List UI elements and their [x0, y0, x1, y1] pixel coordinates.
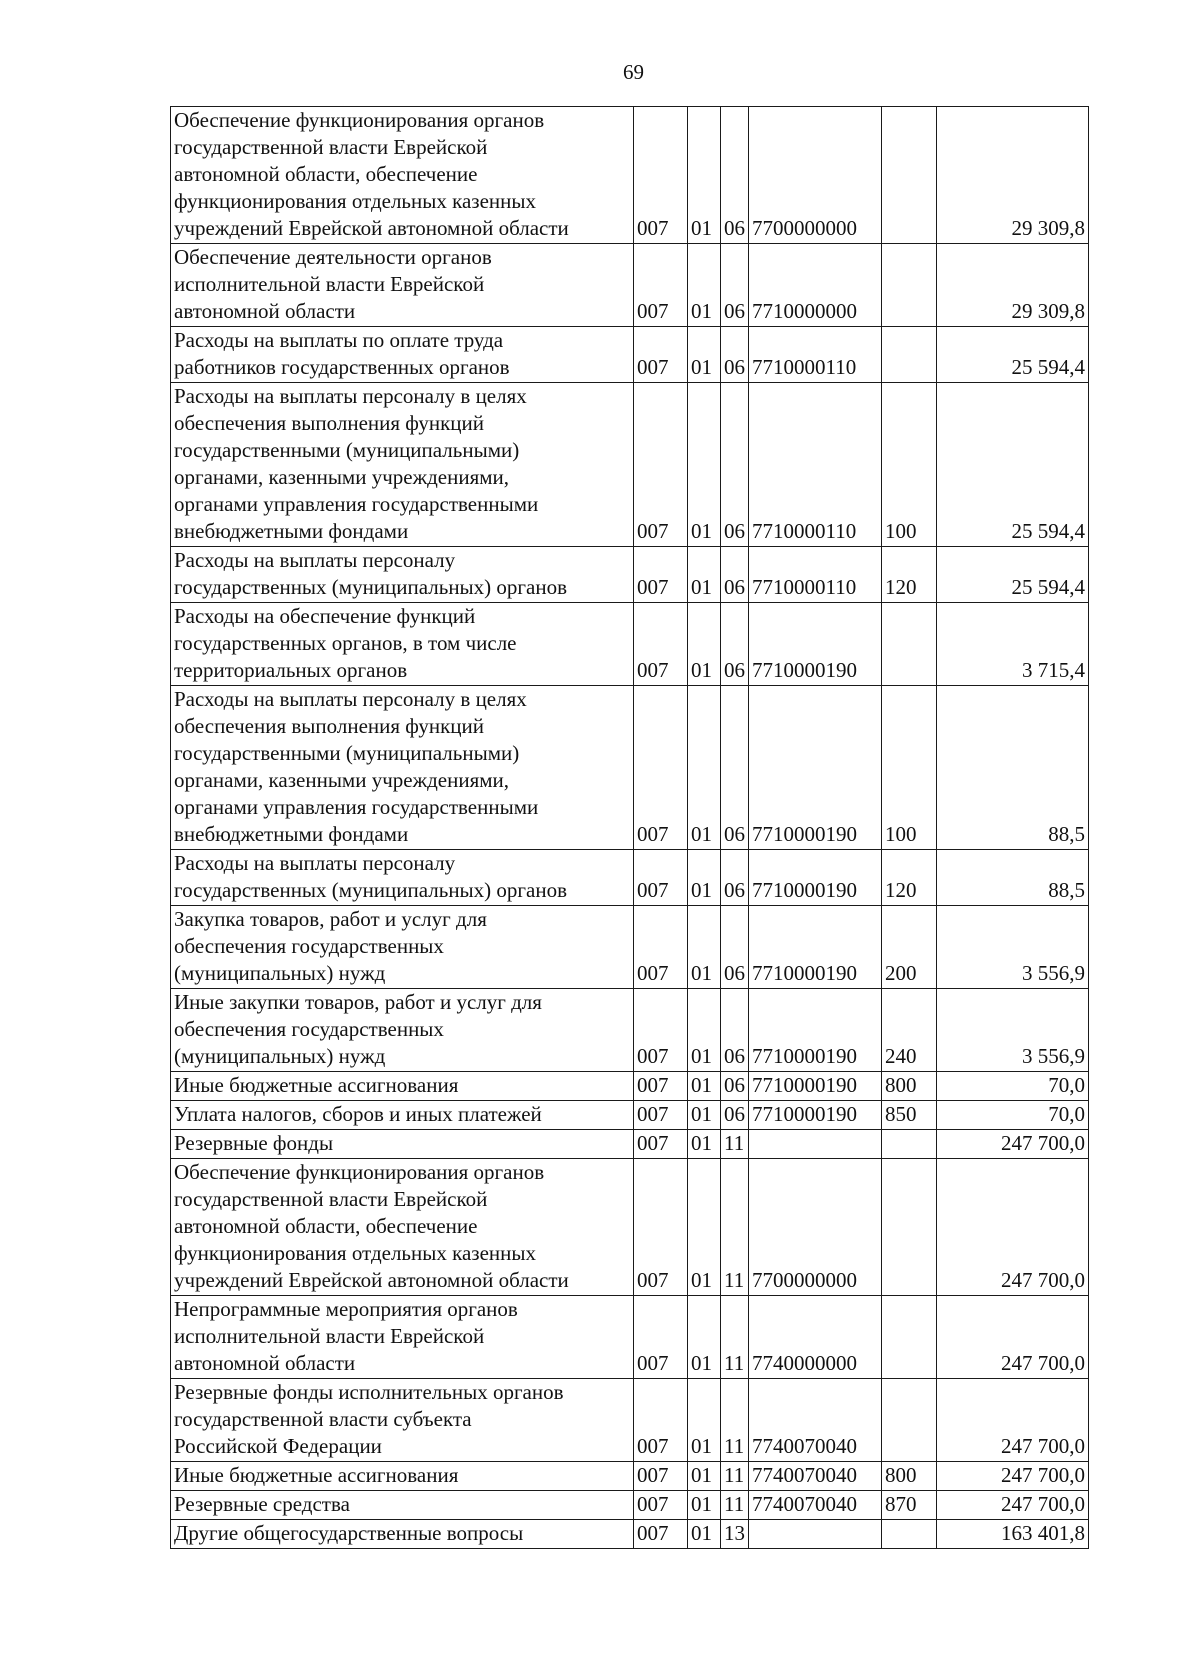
row-expense-type-cell — [882, 1296, 937, 1379]
row-sum-cell: 247 700,0 — [937, 1379, 1089, 1462]
row-target-article-cell: 7710000110 — [749, 383, 882, 547]
row-subsection-cell: 06 — [721, 686, 749, 850]
row-target-article-cell: 7710000190 — [749, 989, 882, 1072]
row-section-cell: 01 — [688, 850, 721, 906]
row-name-text: Уплата налогов, сборов и иных платежей — [174, 1102, 542, 1126]
row-name-text: Иные бюджетные ассигнования — [174, 1463, 459, 1487]
row-name-cell — [171, 1462, 634, 1491]
row-admin-code-cell: 007 — [634, 1462, 688, 1491]
row-name-cell — [171, 1491, 634, 1520]
table-row — [171, 244, 1089, 327]
row-admin-code-cell: 007 — [634, 1520, 688, 1549]
row-name-text: Резервные фонды исполнительных органов государственной власти субъекта Российской Федерации — [174, 1380, 564, 1458]
row-name-cell — [171, 244, 634, 327]
budget-table — [170, 106, 1089, 1549]
row-admin-code-cell: 007 — [634, 244, 688, 327]
row-target-article-cell: 7700000000 — [749, 107, 882, 244]
row-subsection-cell: 06 — [721, 850, 749, 906]
row-subsection-cell: 06 — [721, 244, 749, 327]
table-row — [171, 1159, 1089, 1296]
row-name-text: Расходы на выплаты персоналу в целях обеспечения выполнения функций государственными (муниципальными) органами, казенными учреждениями, органами управления государственными внебюджетными фондами — [174, 384, 539, 543]
row-name-cell — [171, 547, 634, 603]
row-section-cell: 01 — [688, 603, 721, 686]
row-expense-type-cell — [882, 1379, 937, 1462]
row-target-article-cell: 7710000190 — [749, 603, 882, 686]
row-sum-cell: 247 700,0 — [937, 1296, 1089, 1379]
row-section-cell: 01 — [688, 1101, 721, 1130]
row-subsection-cell: 06 — [721, 1101, 749, 1130]
row-sum-cell: 70,0 — [937, 1072, 1089, 1101]
row-admin-code-cell: 007 — [634, 107, 688, 244]
row-name-text: Обеспечение функционирования органов государственной власти Еврейской автономной области, обеспечение функционирования отдельных казенных учреждений Еврейской автономной области — [174, 108, 569, 240]
row-section-cell: 01 — [688, 686, 721, 850]
row-name-cell — [171, 603, 634, 686]
table-row — [171, 1130, 1089, 1159]
row-section-cell: 01 — [688, 327, 721, 383]
row-sum-cell: 25 594,4 — [937, 547, 1089, 603]
row-subsection-cell: 06 — [721, 906, 749, 989]
table-row — [171, 383, 1089, 547]
row-name-cell — [171, 1159, 634, 1296]
row-target-article-cell: 7710000190 — [749, 906, 882, 989]
table-row — [171, 547, 1089, 603]
row-name-text: Расходы на выплаты персоналу в целях обеспечения выполнения функций государственными (муниципальными) органами, казенными учреждениями, органами управления государственными внебюджетными фондами — [174, 687, 539, 846]
row-admin-code-cell: 007 — [634, 1379, 688, 1462]
row-target-article-cell: 7740070040 — [749, 1462, 882, 1491]
row-admin-code-cell: 007 — [634, 1159, 688, 1296]
table-row — [171, 603, 1089, 686]
row-admin-code-cell: 007 — [634, 1296, 688, 1379]
row-subsection-cell: 06 — [721, 107, 749, 244]
row-sum-cell: 3 556,9 — [937, 906, 1089, 989]
row-sum-cell: 88,5 — [937, 686, 1089, 850]
row-expense-type-cell — [882, 1159, 937, 1296]
row-expense-type-cell — [882, 603, 937, 686]
row-subsection-cell: 11 — [721, 1296, 749, 1379]
row-name-cell — [171, 1296, 634, 1379]
row-target-article-cell: 7710000190 — [749, 1072, 882, 1101]
row-section-cell: 01 — [688, 1491, 721, 1520]
row-subsection-cell: 13 — [721, 1520, 749, 1549]
row-expense-type-cell — [882, 244, 937, 327]
row-target-article-cell — [749, 1130, 882, 1159]
budget-table-body — [171, 107, 1089, 1549]
row-name-cell — [171, 850, 634, 906]
table-row — [171, 850, 1089, 906]
row-section-cell: 01 — [688, 1462, 721, 1491]
row-section-cell: 01 — [688, 547, 721, 603]
row-name-cell — [171, 686, 634, 850]
row-expense-type-cell — [882, 327, 937, 383]
row-name-text: Другие общегосударственные вопросы — [174, 1521, 524, 1545]
row-name-cell — [171, 1130, 634, 1159]
row-expense-type-cell: 240 — [882, 989, 937, 1072]
row-sum-cell: 88,5 — [937, 850, 1089, 906]
row-name-cell — [171, 383, 634, 547]
row-name-text: Расходы на выплаты персоналу государственных (муниципальных) органов — [174, 851, 568, 902]
row-admin-code-cell: 007 — [634, 383, 688, 547]
row-name-cell — [171, 1072, 634, 1101]
row-expense-type-cell — [882, 1520, 937, 1549]
table-row — [171, 1072, 1089, 1101]
row-section-cell: 01 — [688, 906, 721, 989]
row-admin-code-cell: 007 — [634, 603, 688, 686]
row-subsection-cell: 06 — [721, 547, 749, 603]
row-admin-code-cell: 007 — [634, 850, 688, 906]
row-name-text: Закупка товаров, работ и услуг для обеспечения государственных (муниципальных) нужд — [174, 907, 487, 985]
row-expense-type-cell: 120 — [882, 850, 937, 906]
row-expense-type-cell: 800 — [882, 1072, 937, 1101]
row-section-cell: 01 — [688, 107, 721, 244]
row-target-article-cell: 7740070040 — [749, 1491, 882, 1520]
row-section-cell: 01 — [688, 1072, 721, 1101]
row-section-cell: 01 — [688, 1159, 721, 1296]
row-subsection-cell: 06 — [721, 327, 749, 383]
row-admin-code-cell: 007 — [634, 1130, 688, 1159]
row-subsection-cell: 11 — [721, 1491, 749, 1520]
row-name-cell — [171, 1520, 634, 1549]
row-target-article-cell: 7740000000 — [749, 1296, 882, 1379]
table-row — [171, 686, 1089, 850]
row-target-article-cell: 7710000190 — [749, 1101, 882, 1130]
row-name-text: Резервные средства — [174, 1492, 350, 1516]
row-target-article-cell: 7710000000 — [749, 244, 882, 327]
row-name-text: Обеспечение деятельности органов исполнительной власти Еврейской автономной области — [174, 245, 492, 323]
row-sum-cell: 247 700,0 — [937, 1130, 1089, 1159]
row-name-text: Расходы на выплаты по оплате труда работников государственных органов — [174, 328, 510, 379]
table-row — [171, 327, 1089, 383]
table-row — [171, 1101, 1089, 1130]
row-name-cell — [171, 1379, 634, 1462]
table-row — [171, 1462, 1089, 1491]
row-admin-code-cell: 007 — [634, 547, 688, 603]
row-target-article-cell: 7700000000 — [749, 1159, 882, 1296]
row-sum-cell: 25 594,4 — [937, 327, 1089, 383]
row-name-text: Иные бюджетные ассигнования — [174, 1073, 459, 1097]
row-subsection-cell: 11 — [721, 1159, 749, 1296]
row-expense-type-cell: 850 — [882, 1101, 937, 1130]
row-expense-type-cell: 100 — [882, 383, 937, 547]
page-number: 69 — [623, 60, 644, 84]
table-row — [171, 1520, 1089, 1549]
row-section-cell: 01 — [688, 244, 721, 327]
row-name-text: Расходы на выплаты персоналу государственных (муниципальных) органов — [174, 548, 568, 599]
row-sum-cell: 3 556,9 — [937, 989, 1089, 1072]
row-sum-cell: 3 715,4 — [937, 603, 1089, 686]
row-target-article-cell: 7710000110 — [749, 547, 882, 603]
row-subsection-cell: 06 — [721, 1072, 749, 1101]
row-name-text: Непрограммные мероприятия органов исполнительной власти Еврейской автономной области — [174, 1297, 518, 1375]
table-row — [171, 1379, 1089, 1462]
row-expense-type-cell: 870 — [882, 1491, 937, 1520]
row-section-cell: 01 — [688, 989, 721, 1072]
row-target-article-cell: 7710000190 — [749, 686, 882, 850]
row-target-article-cell: 7710000190 — [749, 850, 882, 906]
row-sum-cell: 25 594,4 — [937, 383, 1089, 547]
row-sum-cell: 247 700,0 — [937, 1491, 1089, 1520]
row-subsection-cell: 06 — [721, 989, 749, 1072]
row-sum-cell: 29 309,8 — [937, 107, 1089, 244]
row-expense-type-cell: 120 — [882, 547, 937, 603]
row-name-text: Расходы на обеспечение функций государственных органов, в том числе территориальных органов — [174, 604, 517, 682]
row-subsection-cell: 11 — [721, 1379, 749, 1462]
row-sum-cell: 247 700,0 — [937, 1159, 1089, 1296]
table-row — [171, 1296, 1089, 1379]
row-target-article-cell — [749, 1520, 882, 1549]
table-row — [171, 989, 1089, 1072]
row-sum-cell: 247 700,0 — [937, 1462, 1089, 1491]
row-admin-code-cell: 007 — [634, 1491, 688, 1520]
row-expense-type-cell — [882, 1130, 937, 1159]
row-subsection-cell: 06 — [721, 603, 749, 686]
row-name-cell — [171, 906, 634, 989]
row-name-text: Обеспечение функционирования органов государственной власти Еврейской автономной области, обеспечение функционирования отдельных казенных учреждений Еврейской автономной области — [174, 1160, 569, 1292]
row-name-cell — [171, 327, 634, 383]
row-expense-type-cell: 100 — [882, 686, 937, 850]
table-row — [171, 107, 1089, 244]
row-admin-code-cell: 007 — [634, 1101, 688, 1130]
row-section-cell: 01 — [688, 1379, 721, 1462]
row-sum-cell: 163 401,8 — [937, 1520, 1089, 1549]
row-expense-type-cell — [882, 107, 937, 244]
row-sum-cell: 70,0 — [937, 1101, 1089, 1130]
row-subsection-cell: 11 — [721, 1462, 749, 1491]
row-admin-code-cell: 007 — [634, 906, 688, 989]
row-admin-code-cell: 007 — [634, 686, 688, 850]
row-section-cell: 01 — [688, 1296, 721, 1379]
row-expense-type-cell: 800 — [882, 1462, 937, 1491]
row-admin-code-cell: 007 — [634, 1072, 688, 1101]
row-sum-cell: 29 309,8 — [937, 244, 1089, 327]
row-name-cell — [171, 1101, 634, 1130]
row-name-cell — [171, 107, 634, 244]
row-section-cell: 01 — [688, 1130, 721, 1159]
row-admin-code-cell: 007 — [634, 327, 688, 383]
row-target-article-cell: 7710000110 — [749, 327, 882, 383]
row-name-text: Резервные фонды — [174, 1131, 334, 1155]
row-admin-code-cell: 007 — [634, 989, 688, 1072]
row-section-cell: 01 — [688, 1520, 721, 1549]
row-expense-type-cell: 200 — [882, 906, 937, 989]
row-target-article-cell: 7740070040 — [749, 1379, 882, 1462]
row-name-cell — [171, 989, 634, 1072]
table-row — [171, 1491, 1089, 1520]
row-subsection-cell: 06 — [721, 383, 749, 547]
row-name-text: Иные закупки товаров, работ и услуг для обеспечения государственных (муниципальных) нужд — [174, 990, 542, 1068]
row-section-cell: 01 — [688, 383, 721, 547]
row-subsection-cell: 11 — [721, 1130, 749, 1159]
table-row — [171, 906, 1089, 989]
